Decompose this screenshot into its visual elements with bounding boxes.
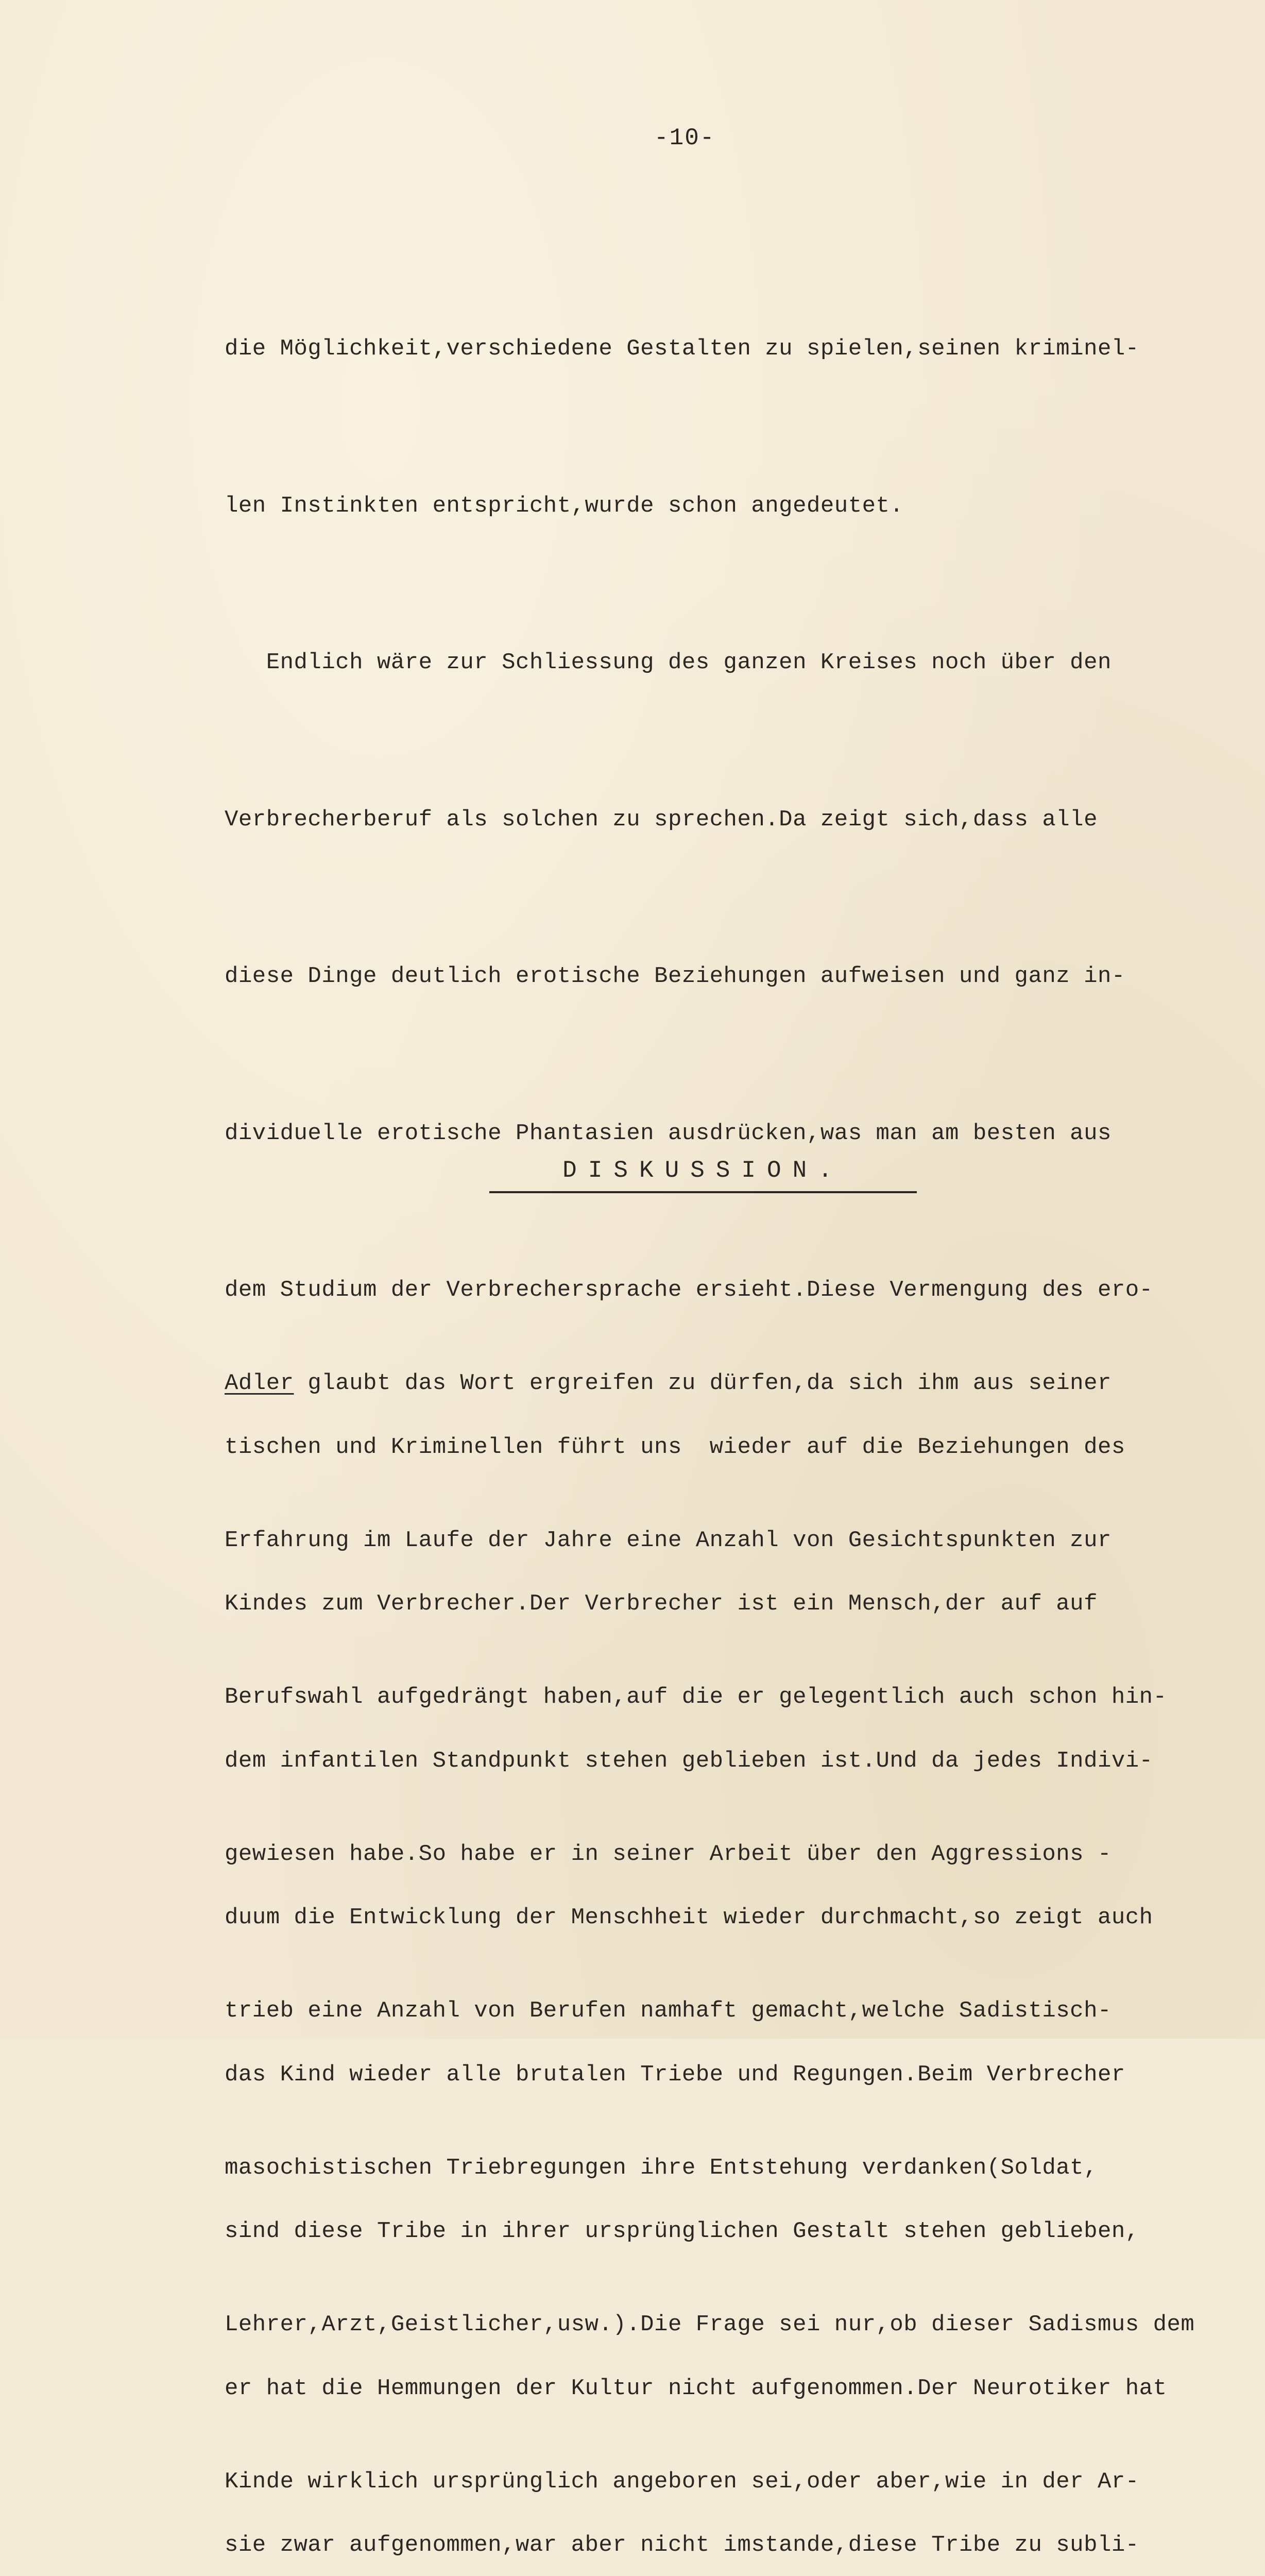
text-line: len Instinkten entspricht,wurde schon angedeutet. (225, 493, 904, 519)
text-line-rest: glaubt das Wort ergreifen zu dürfen,da sich ihm aus seiner (294, 1370, 1112, 1396)
text-line: Lehrer,Arzt,Geistlicher,usw.).Die Frage sei nur,ob dieser Sadismus dem (225, 2312, 1195, 2337)
text-line: dem infantilen Standpunkt stehen geblieben ist.Und da jedes Indivi- (225, 1748, 1153, 1774)
text-line: Endlich wäre zur Schliessung des ganzen Kreises noch über den (225, 650, 1112, 675)
text-line: dividuelle erotische Phantasien ausdrücken,was man am besten aus (225, 1120, 1112, 1146)
text-line: sie zwar aufgenommen,war aber nicht imstande,diese Tribe zu subli- (225, 2532, 1139, 2558)
text-line: die Möglichkeit,verschiedene Gestalten zu spielen,seinen kriminel- (225, 336, 1139, 362)
discussion-heading: DISKUSSION. (489, 1157, 917, 1193)
text-line: diese Dinge deutlich erotische Beziehungen aufweisen und ganz in- (225, 963, 1125, 989)
text-line: tischen und Kriminellen führt uns wieder auf die Beziehungen des (225, 1434, 1125, 1460)
text-line: gewiesen habe.So habe er in seiner Arbeit über den Aggressions - (225, 1841, 1112, 1867)
text-line: duum die Entwicklung der Menschheit wieder durchmacht,so zeigt auch (225, 1905, 1153, 1930)
text-line: er hat die Hemmungen der Kultur nicht aufgenommen.Der Neurotiker hat (225, 2375, 1167, 2401)
text-line: masochistischen Triebregungen ihre Entstehung verdanken(Soldat, (225, 2155, 1098, 2181)
speaker-name: Adler (225, 1370, 294, 1396)
text-line: Kindes zum Verbrecher.Der Verbrecher ist ein Mensch,der auf auf (225, 1591, 1098, 1617)
text-line: sind diese Tribe in ihrer ursprünglichen Gestalt stehen geblieben, (225, 2218, 1139, 2244)
text-line: Berufswahl aufgedrängt haben,auf die er gelegentlich auch schon hin- (225, 1684, 1167, 1710)
text-line: Kinde wirklich ursprünglich angeboren sei,oder aber,wie in der Ar- (225, 2468, 1139, 2495)
page-number: -10- (654, 125, 715, 151)
text-line: Verbrecherberuf als solchen zu sprechen.Da zeigt sich,dass alle (225, 806, 1098, 833)
text-line: trieb eine Anzahl von Berufen namhaft gemacht,welche Sadistisch- (225, 1998, 1112, 2024)
text-line (225, 1358, 1255, 1410)
text-line: das Kind wieder alle brutalen Triebe und Regungen.Beim Verbrecher (225, 2061, 1125, 2088)
text-line: Erfahrung im Laufe der Jahre eine Anzahl von Gesichtspunkten zur (225, 1527, 1112, 1553)
discussion-text (225, 1253, 1255, 2576)
text-line: dem Studium der Verbrechersprache ersieht.Diese Vermengung des ero- (225, 1277, 1153, 1303)
